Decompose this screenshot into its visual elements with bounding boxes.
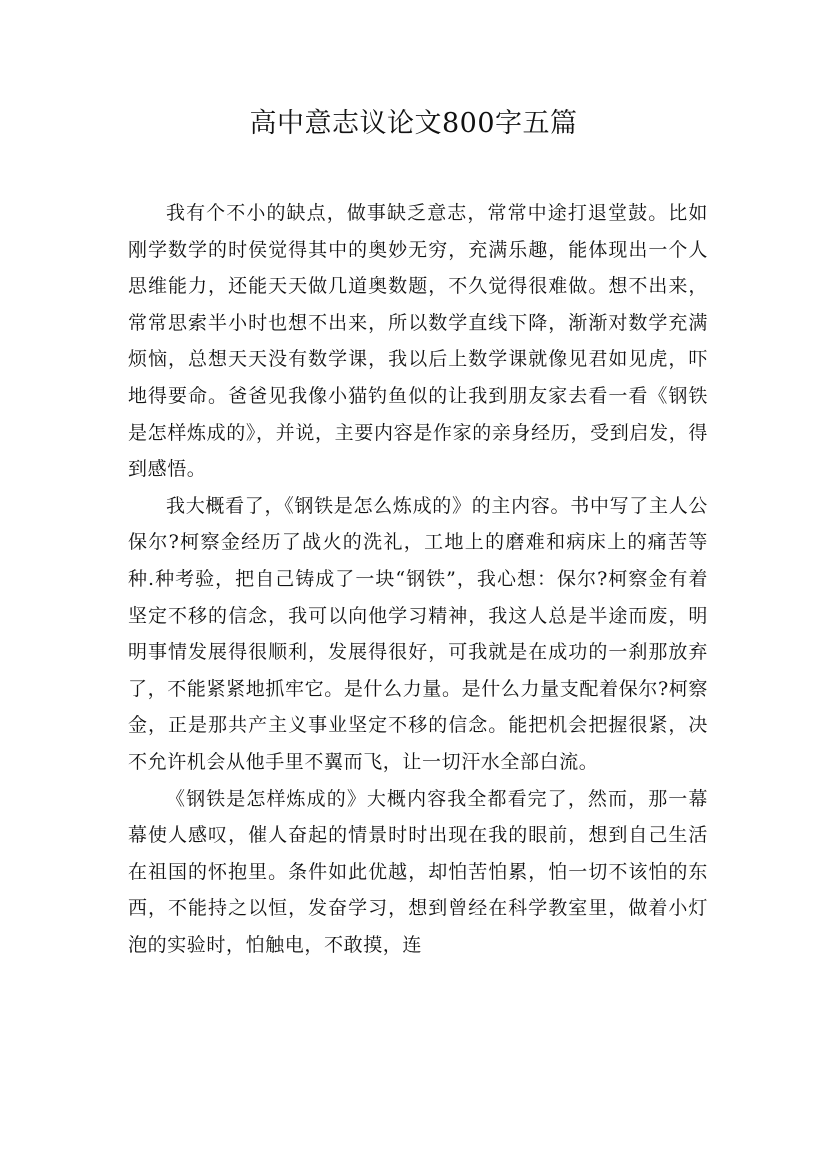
document-body	[128, 195, 708, 963]
document-title: 高中意志议论文800字五篇	[249, 108, 578, 139]
paragraph-2: 我大概看了，《钢铁是怎么炼成的》的主内容。书中写了主人公保尔?柯察金经历了战火的洗礼，工地上的磨难和病床上的痛苦等种.种考验，把自己铸成了一块“钢铁”，我心想：保尔?柯察金有着坚定不移的信念，我可以向他学习精神，我这人总是半途而废，明明事情发展得很顺利，发展得很好，可我就是在成功的一刹那放弃了，不能紧紧地抓牢它。是什么力量。是什么力量支配着保尔?柯察金，正是那共产主义事业坚定不移的信念。能把机会把握很紧，决不允许机会从他手里不翼而飞，让一切汗水全部白流。	[128, 494, 708, 773]
paragraph-3: 《钢铁是怎样炼成的》大概内容我全都看完了，然而，那一幕幕使人感叹，催人奋起的情景时时出现在我的眼前，想到自己生活在祖国的怀抱里。条件如此优越，却怕苦怕累，怕一切不该怕的东西，不能持之以恒，发奋学习，想到曾经在科学教室里，做着小灯泡的实验时，怕触电，不敢摸，连	[128, 787, 708, 956]
paragraph-1: 我有个不小的缺点，做事缺乏意志，常常中途打退堂鼓。比如刚学数学的时侯觉得其中的奥妙无穷，充满乐趣，能体现出一个人思维能力，还能天天做几道奥数题，不久觉得很难做。想不出来，常常思索半小时也想不出来，所以数学直线下降，渐渐对数学充满烦恼，总想天天没有数学课，我以后上数学课就像见君如见虎，吓地得要命。爸爸见我像小猫钓鱼似的让我到朋友家去看一看《钢铁是怎样炼成的》，并说，主要内容是作家的亲身经历，受到启发，得到感悟。	[128, 202, 708, 481]
